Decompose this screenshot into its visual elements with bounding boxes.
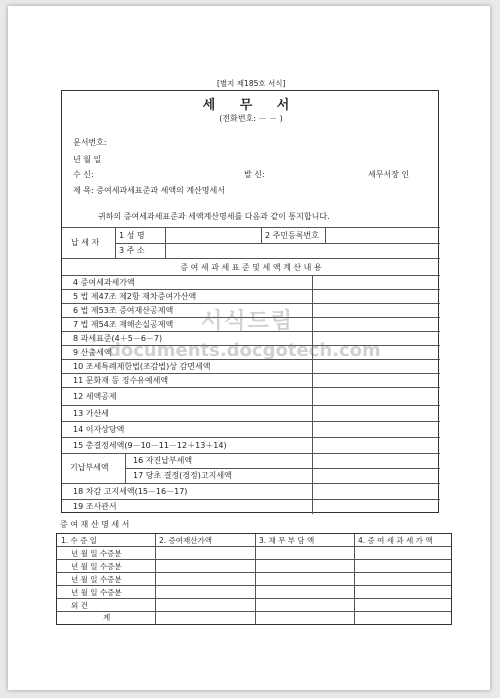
main-form-frame (61, 90, 439, 513)
breakdown-row-other: 외 건 (71, 601, 88, 610)
calc-row-5: 5 법 제47조 제2항 재차증여가산액 (73, 292, 197, 301)
calc-row-8: 8 과세표준(4＋5－6－7) (73, 334, 163, 343)
sender-label: 발 신: (244, 170, 265, 179)
paid-group-label: 기납부세액 (70, 463, 109, 472)
calc-row-4: 4 증여세과세가액 (73, 278, 135, 287)
date-label: 년 월 일 (73, 155, 102, 164)
breakdown-row-3: 년 월 일 수증분 (71, 575, 122, 584)
tax-office-head: 세무서장 인 (368, 170, 410, 179)
calc-section-header: 증 여 세 과 세 표 준 및 세 액 계 산 내 용 (180, 263, 322, 272)
name-label: 1 성 명 (119, 231, 145, 240)
col-header-taxable: 4. 증 여 세 과 세 가 액 (358, 536, 433, 545)
calc-row-10: 10 조세특례제한법(조감법)상 감면세액 (73, 362, 211, 371)
watermark-title: 서식드림 (201, 309, 295, 334)
tax-office-title: 세 무 서 (202, 98, 300, 113)
calc-row-7: 7 법 제54조 재해손실공제액 (73, 320, 174, 329)
col-header-debt: 3. 채 무 부 담 액 (259, 536, 315, 545)
calc-row-19: 19 조사관서 (73, 502, 117, 511)
form-code: [별지 제185호 서식] (217, 79, 286, 88)
calc-row-17: 17 당초 결정(경정)고지세액 (133, 471, 232, 480)
calc-row-6: 6 법 제53조 증여재산공제액 (73, 306, 174, 315)
calc-row-11: 11 문화재 등 징수유예세액 (73, 376, 169, 385)
notice-text: 귀하의 증여세과세표준과 세액계산명세를 다음과 같이 통지합니다. (98, 212, 330, 221)
breakdown-table (56, 533, 452, 625)
taxpayer-label: 납 세 자 (71, 238, 100, 247)
watermark-url: documents.docgotech.com (108, 340, 381, 361)
calc-row-9: 9 산출세액 (73, 348, 112, 357)
phone-number: (전화번호: － － ) (219, 114, 283, 123)
col-header-date: 1. 수 증 일 (61, 536, 98, 545)
calc-row-16: 16 자진납부세액 (133, 456, 193, 465)
breakdown-row-2: 년 월 일 수증분 (71, 562, 122, 571)
address-label: 3 주 소 (119, 246, 145, 255)
rrn-label: 2 주민등록번호 (265, 231, 320, 240)
calc-row-13: 13 가산세 (73, 409, 109, 418)
subject-line: 제 목: 증여세과세표준과 세액의 계산명세서 (73, 186, 225, 195)
recipient-label: 수 신: (73, 170, 94, 179)
calc-row-12: 12 세액공제 (73, 392, 117, 401)
col-header-value: 2. 증여재산가액 (159, 536, 213, 545)
calc-row-14: 14 이자상당액 (73, 425, 125, 434)
calc-row-15: 15 총결정세액(9－10－11－12＋13＋14) (73, 441, 227, 450)
breakdown-title: 증 여 재 산 명 세 서 (60, 520, 130, 529)
calc-row-18: 18 차감 고지세액(15－16－17) (73, 487, 188, 496)
breakdown-row-total: 계 (103, 613, 111, 622)
doc-number-label: 문서번호: (73, 138, 107, 147)
breakdown-row-4: 년 월 일 수증분 (71, 588, 122, 597)
breakdown-row-1: 년 월 일 수증분 (71, 549, 122, 558)
